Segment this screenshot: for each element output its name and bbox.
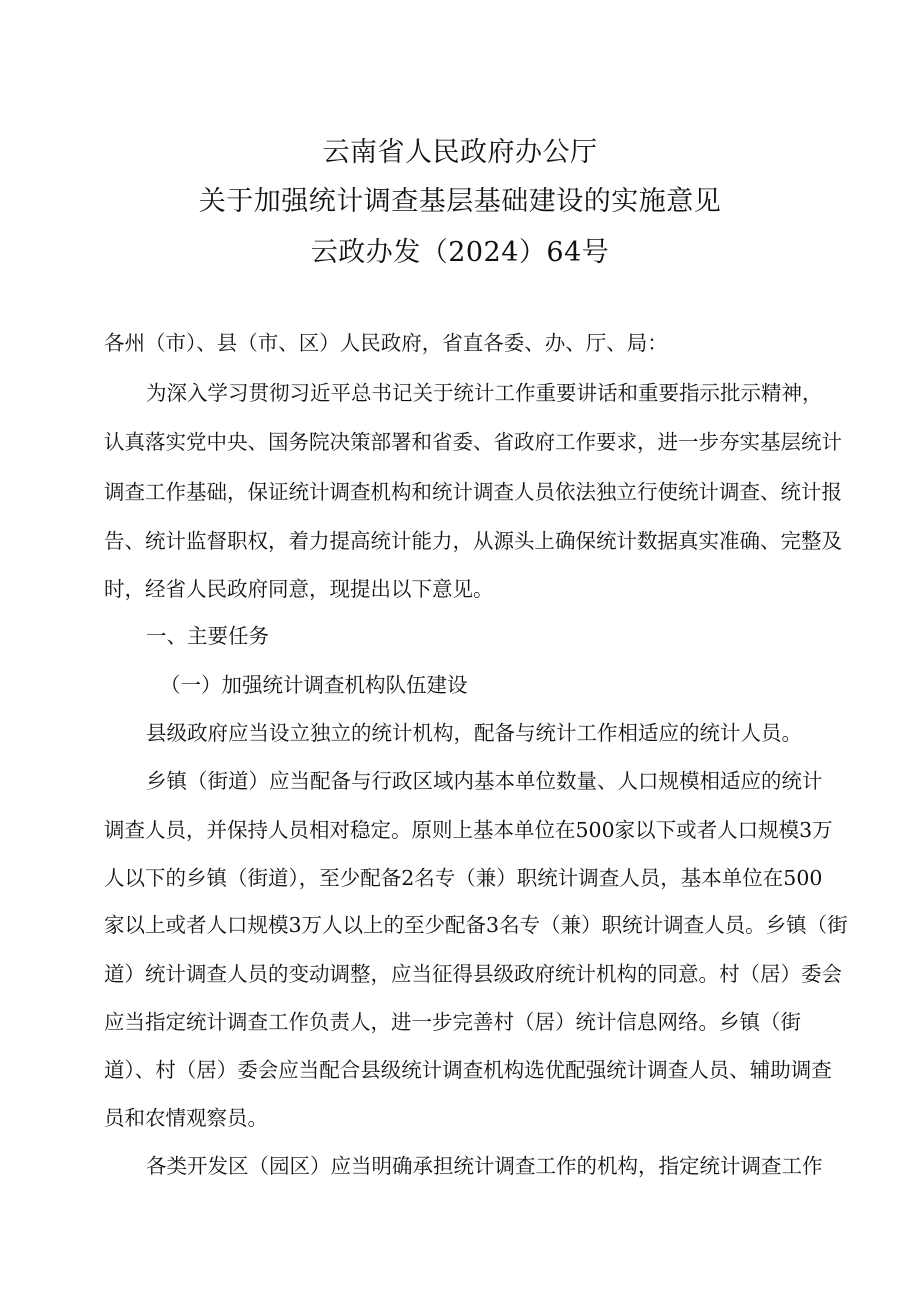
paragraph-line: 调查人员，并保持人员相对稳定。原则上基本单位在500家以下或者人口规模3万 xyxy=(104,818,833,842)
paragraph-line: 时，经省人民政府同意，现提出以下意见。 xyxy=(104,577,494,601)
section-heading: 一、主要任务 xyxy=(146,624,269,648)
document-title: 关于加强统计调查基层基础建设的实施意见 xyxy=(198,186,722,217)
paragraph-line: 道）统计调查人员的变动调整，应当征得县级政府统计机构的同意。村（居）委会 xyxy=(104,962,842,986)
paragraph-line: 告、统计监督职权，着力提高统计能力，从源头上确保统计数据真实准确、完整及 xyxy=(104,529,842,553)
paragraph-line: 道）、村（居）委会应当配合县级统计调查机构选优配强统计调查人员、辅助调查 xyxy=(104,1058,832,1082)
document-number: 云政办发（2024）64号 xyxy=(310,237,610,268)
paragraph-line: 为深入学习贯彻习近平总书记关于统计工作重要讲话和重要指示批示精神， xyxy=(146,381,823,405)
paragraph-line: 员和农情观察员。 xyxy=(104,1106,268,1130)
paragraph-line: 调查工作基础，保证统计调查机构和统计调查人员依法独立行使统计调查、统计报 xyxy=(104,480,842,504)
paragraph-devzone: 各类开发区（园区）应当明确承担统计调查工作的机构，指定统计调查工作 xyxy=(146,1154,823,1178)
paragraph-county: 县级政府应当设立独立的统计机构，配备与统计工作相适应的统计人员。 xyxy=(146,721,802,745)
salutation: 各州（市）、县（市、区）人民政府，省直各委、办、厅、局： xyxy=(104,331,668,355)
paragraph-line: 应当指定统计调查工作负责人，进一步完善村（居）统计信息网络。乡镇（街 xyxy=(104,1010,801,1034)
subsection-heading: （一）加强统计调查机构队伍建设 xyxy=(160,673,468,697)
paragraph-line: 认真落实党中央、国务院决策部署和省委、省政府工作要求，进一步夯实基层统计 xyxy=(104,430,842,454)
paragraph-line: 人以下的乡镇（街道），至少配备2名专（兼）职统计调查人员，基本单位在500 xyxy=(104,866,823,890)
issuer-title: 云南省人民政府办公厅 xyxy=(322,137,598,168)
paragraph-line: 乡镇（街道）应当配备与行政区域内基本单位数量、人口规模相适应的统计 xyxy=(146,769,823,793)
paragraph-line: 家以上或者人口规模3万人以上的至少配备3名专（兼）职统计调查人员。乡镇（街 xyxy=(104,913,848,937)
